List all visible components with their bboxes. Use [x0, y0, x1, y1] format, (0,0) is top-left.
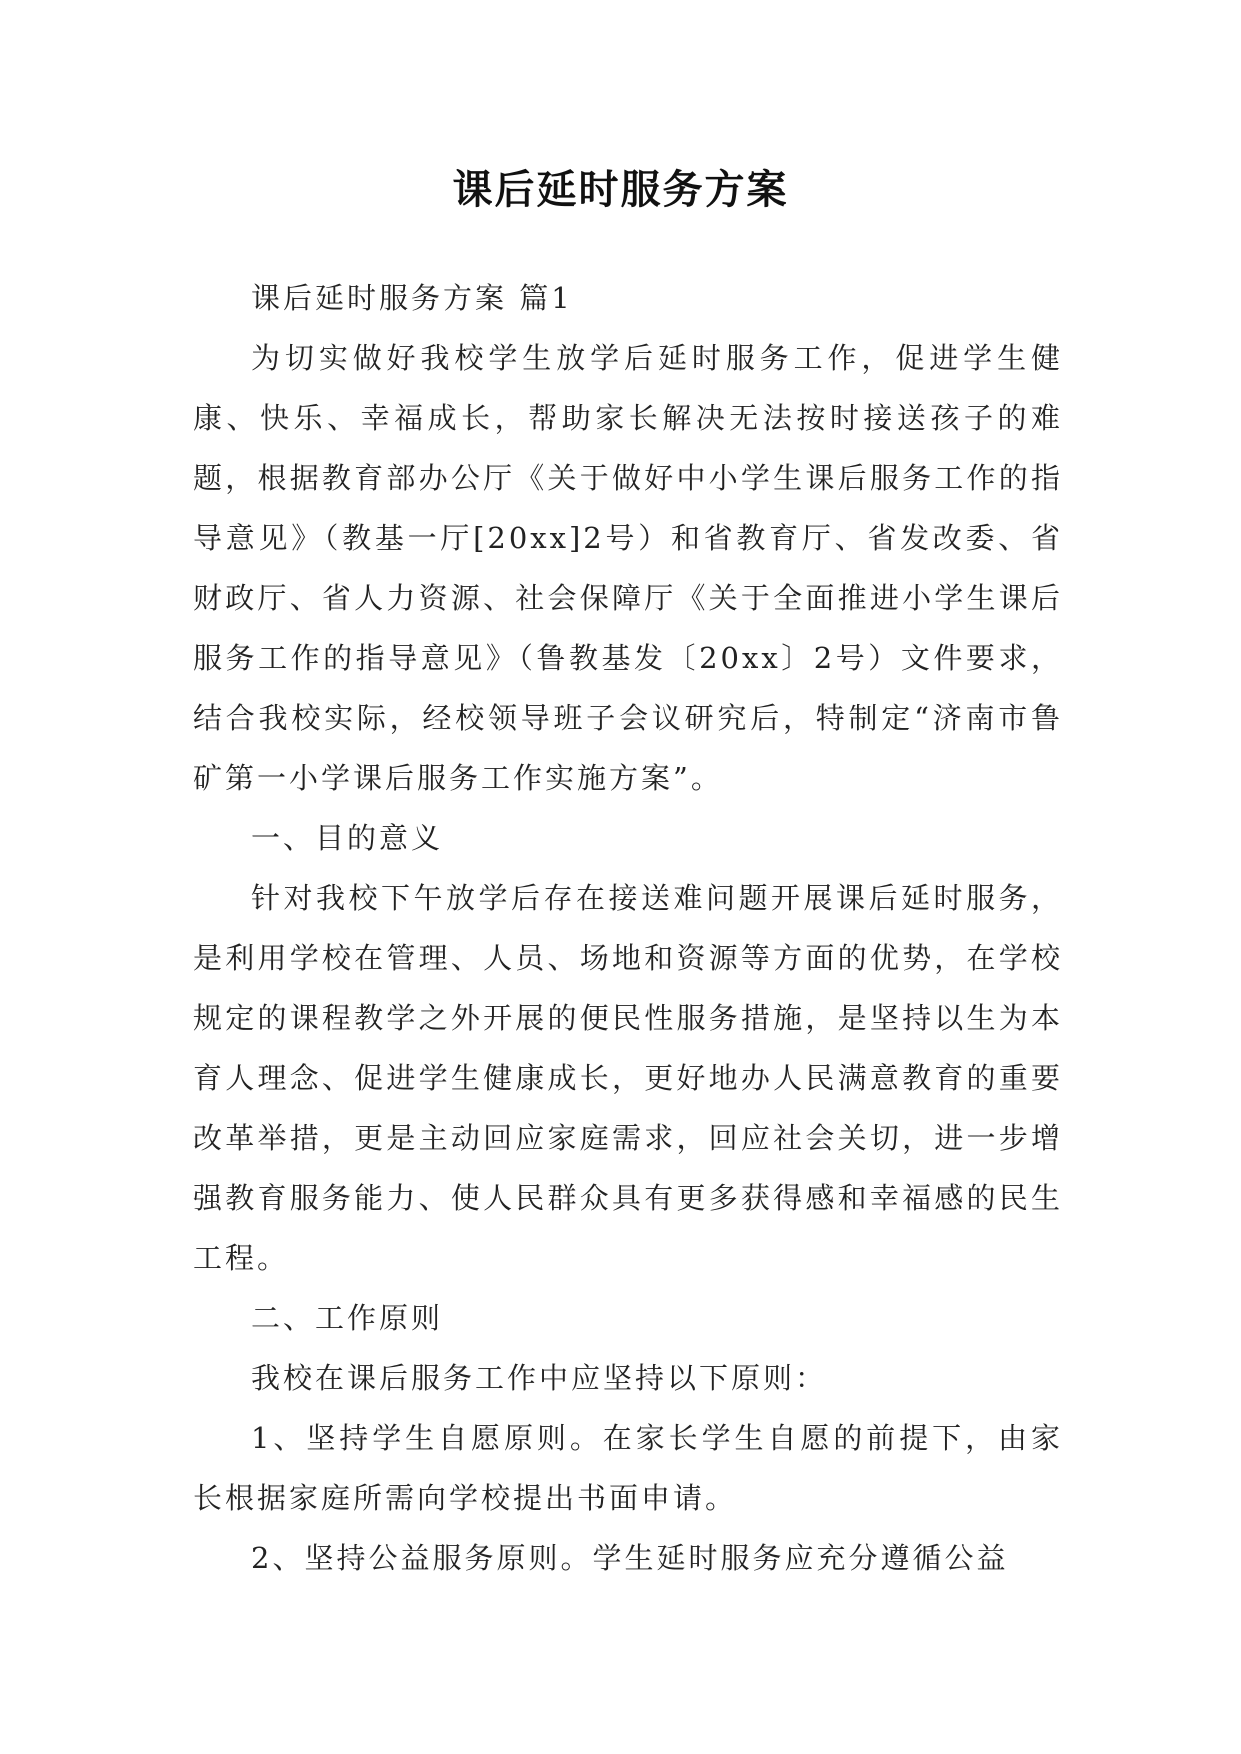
principle-item-1: 1、坚持学生自愿原则。在家长学生自愿的前提下，由家长根据家庭所需向学校提出书面申请。	[193, 1421, 1063, 1515]
purpose-paragraph: 针对我校下午放学后存在接送难问题开展课后延时服务，是利用学校在管理、人员、场地和资源等方面的优势，在学校规定的课程教学之外开展的便民性服务措施，是坚持以生为本育人理念、促进学生健康成长，更好地办人民满意教育的重要改革举措，更是主动回应家庭需求，回应社会关切，进一步增强教育服务能力、使人民群众具有更多获得感和幸福感的民生工程。	[193, 881, 1063, 1275]
section-heading-purpose: 一、目的意义	[251, 821, 444, 855]
document-title: 课后延时服务方案	[452, 167, 789, 213]
section-heading-part1: 课后延时服务方案 篇1	[251, 281, 573, 315]
document-body	[193, 268, 1063, 1588]
principle-item-2: 2、坚持公益服务原则。学生延时服务应充分遵循公益	[251, 1541, 1009, 1575]
section-heading-principles: 二、工作原则	[251, 1301, 444, 1335]
intro-paragraph: 为切实做好我校学生放学后延时服务工作，促进学生健康、快乐、幸福成长，帮助家长解决无法按时接送孩子的难题，根据教育部办公厅《关于做好中小学生课后服务工作的指导意见》（教基一厅[20xx]2号）和省教育厅、省发改委、省财政厅、省人力资源、社会保障厅《关于全面推进小学生课后服务工作的指导意见》（鲁教基发〔20xx〕2号）文件要求，结合我校实际，经校领导班子会议研究后，特制定“济南市鲁矿第一小学课后服务工作实施方案”。	[193, 341, 1063, 795]
principles-intro-paragraph: 我校在课后服务工作中应坚持以下原则：	[251, 1361, 828, 1395]
